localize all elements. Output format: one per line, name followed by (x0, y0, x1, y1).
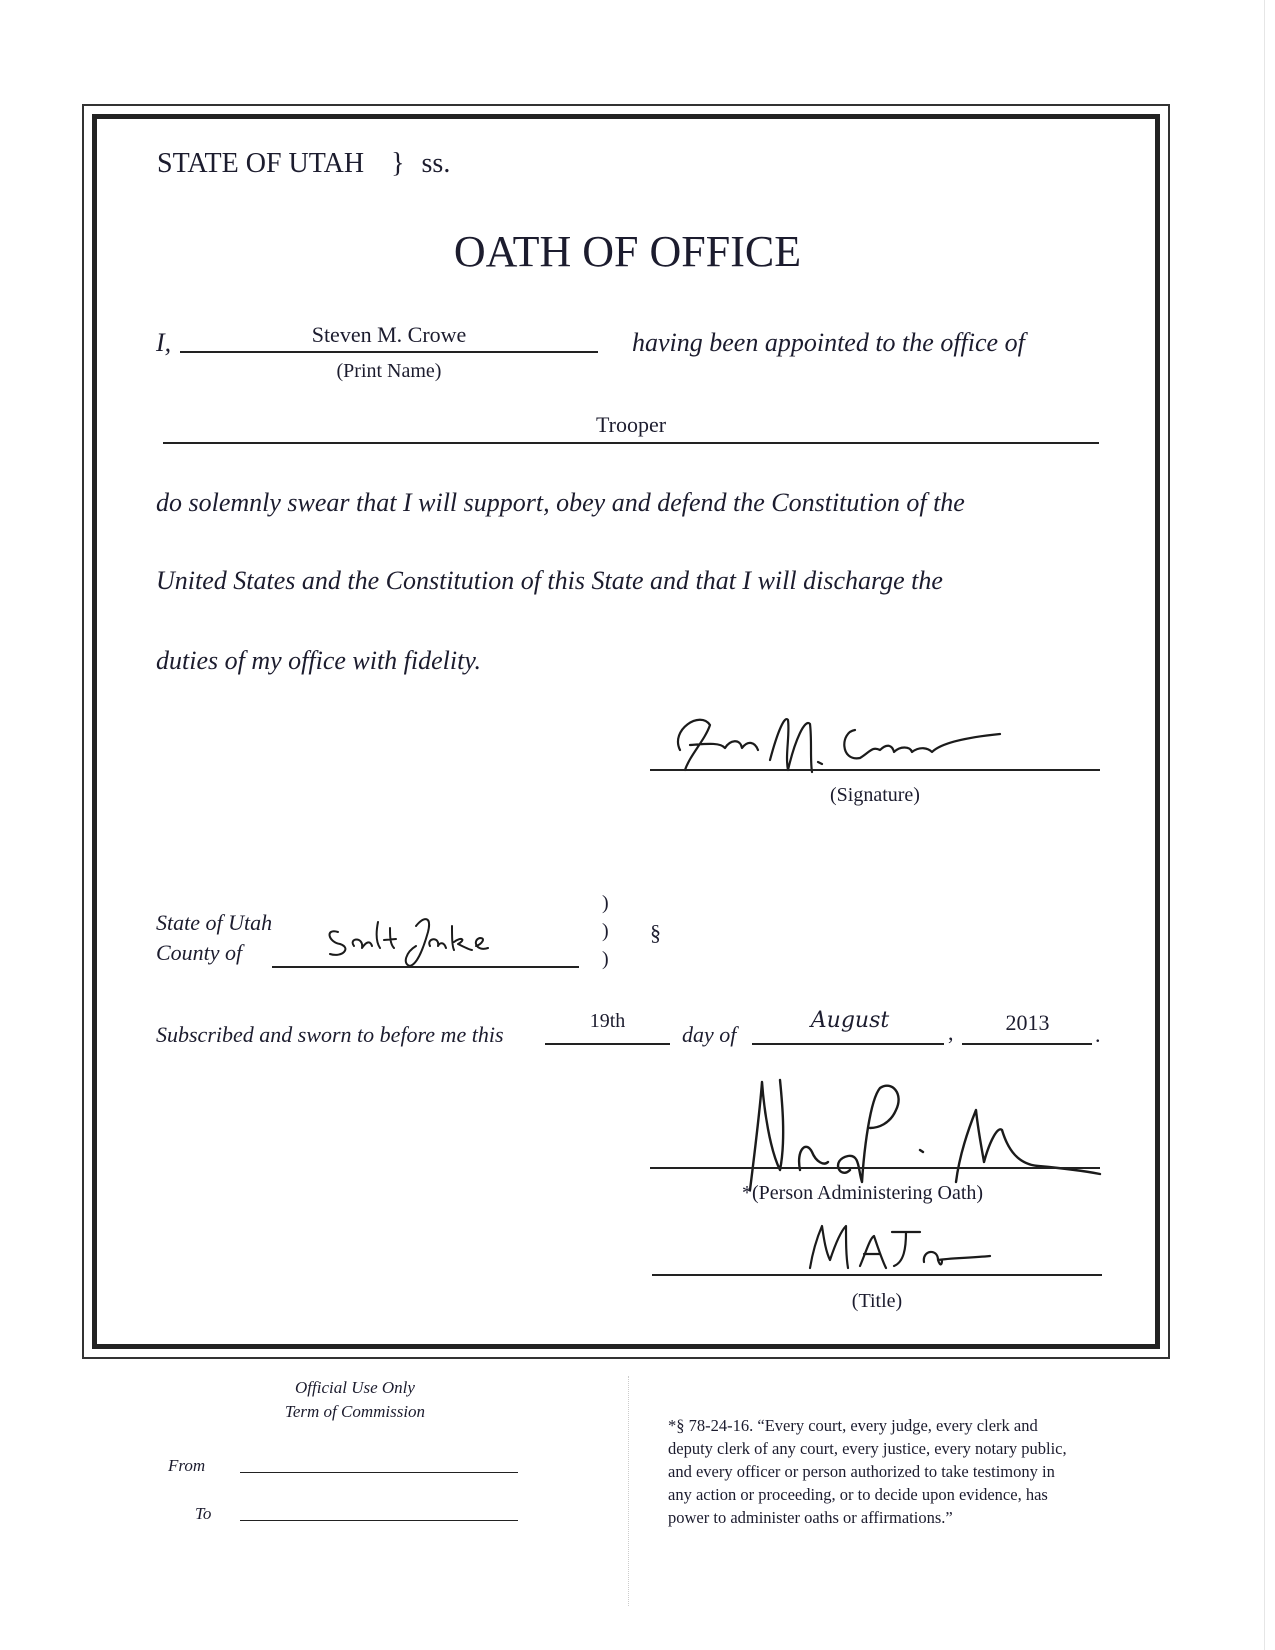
signature-line (650, 769, 1100, 771)
footnote-line-2: deputy clerk of any court, every justice, every notary public, (668, 1439, 1067, 1458)
day-line (545, 1043, 670, 1045)
footer-divider (628, 1376, 629, 1606)
state-of-utah-label: State of Utah (156, 910, 273, 935)
administering-line (650, 1167, 1100, 1169)
paren-3: ) (602, 948, 609, 970)
print-name-caption: (Print Name) (336, 360, 442, 382)
footnote-line-3: and every officer or person authorized to take testimony in (668, 1462, 1055, 1481)
oath-line-2: United States and the Constitution of this State and that I will discharge the (156, 566, 943, 595)
title-handwritten-scribble (800, 1216, 1000, 1276)
ss-label: ss. (421, 148, 451, 179)
day-of-text: day of (682, 1022, 737, 1047)
footnote-line-5: power to administer oaths or affirmations.” (668, 1508, 953, 1527)
state-heading (157, 148, 450, 180)
period: . (1095, 1022, 1101, 1047)
subscribed-text: Subscribed and sworn to before me this (156, 1022, 504, 1047)
year-line (962, 1043, 1092, 1045)
county-handwritten-scribble (320, 906, 510, 970)
month-line (752, 1043, 944, 1045)
oath-line-1: do solemnly swear that I will support, obey and defend the Constitution of the (156, 488, 965, 517)
brace: } (391, 148, 405, 179)
office-line (163, 442, 1099, 444)
paren-2: ) (602, 920, 609, 942)
intro-i: I, (156, 328, 172, 357)
section-symbol: § (650, 920, 661, 945)
footnote-line-1: *§ 78-24-16. “Every court, every judge, every clerk and (668, 1416, 1038, 1435)
paren-1: ) (602, 892, 609, 914)
administering-caption: *(Person Administering Oath) (742, 1182, 984, 1204)
title-line (652, 1274, 1102, 1276)
day-value: 19th (589, 1010, 626, 1032)
statute-footnote (668, 1414, 1168, 1529)
to-line[interactable] (240, 1520, 518, 1521)
county-label: County of (156, 940, 243, 965)
administering-signature-scribble (720, 1070, 1100, 1200)
official-use-heading: Official Use Only (295, 1378, 415, 1397)
oath-signature-scribble (660, 700, 1080, 780)
term-of-commission-heading: Term of Commission (284, 1402, 426, 1421)
footnote-line-4: any action or proceeding, or to decide upon evidence, has (668, 1485, 1048, 1504)
document-title: OATH OF OFFICE (453, 227, 802, 276)
page-edge (1264, 0, 1265, 1650)
year-value: 2013 (1005, 1010, 1050, 1035)
month-value: August (810, 1008, 890, 1033)
comma: , (948, 1020, 954, 1045)
to-label: To (195, 1504, 212, 1523)
county-line (272, 966, 579, 968)
name-line (180, 351, 598, 353)
state-label: STATE OF UTAH (157, 148, 365, 179)
signature-caption: (Signature) (830, 784, 920, 806)
appointed-text: having been appointed to the office of (632, 328, 1025, 357)
printed-name: Steven M. Crowe (311, 322, 467, 347)
from-label: From (168, 1456, 206, 1475)
oath-line-3: duties of my office with fidelity. (156, 646, 481, 675)
office-value: Trooper (595, 412, 667, 437)
title-caption: (Title) (851, 1290, 903, 1312)
from-line[interactable] (240, 1472, 518, 1473)
